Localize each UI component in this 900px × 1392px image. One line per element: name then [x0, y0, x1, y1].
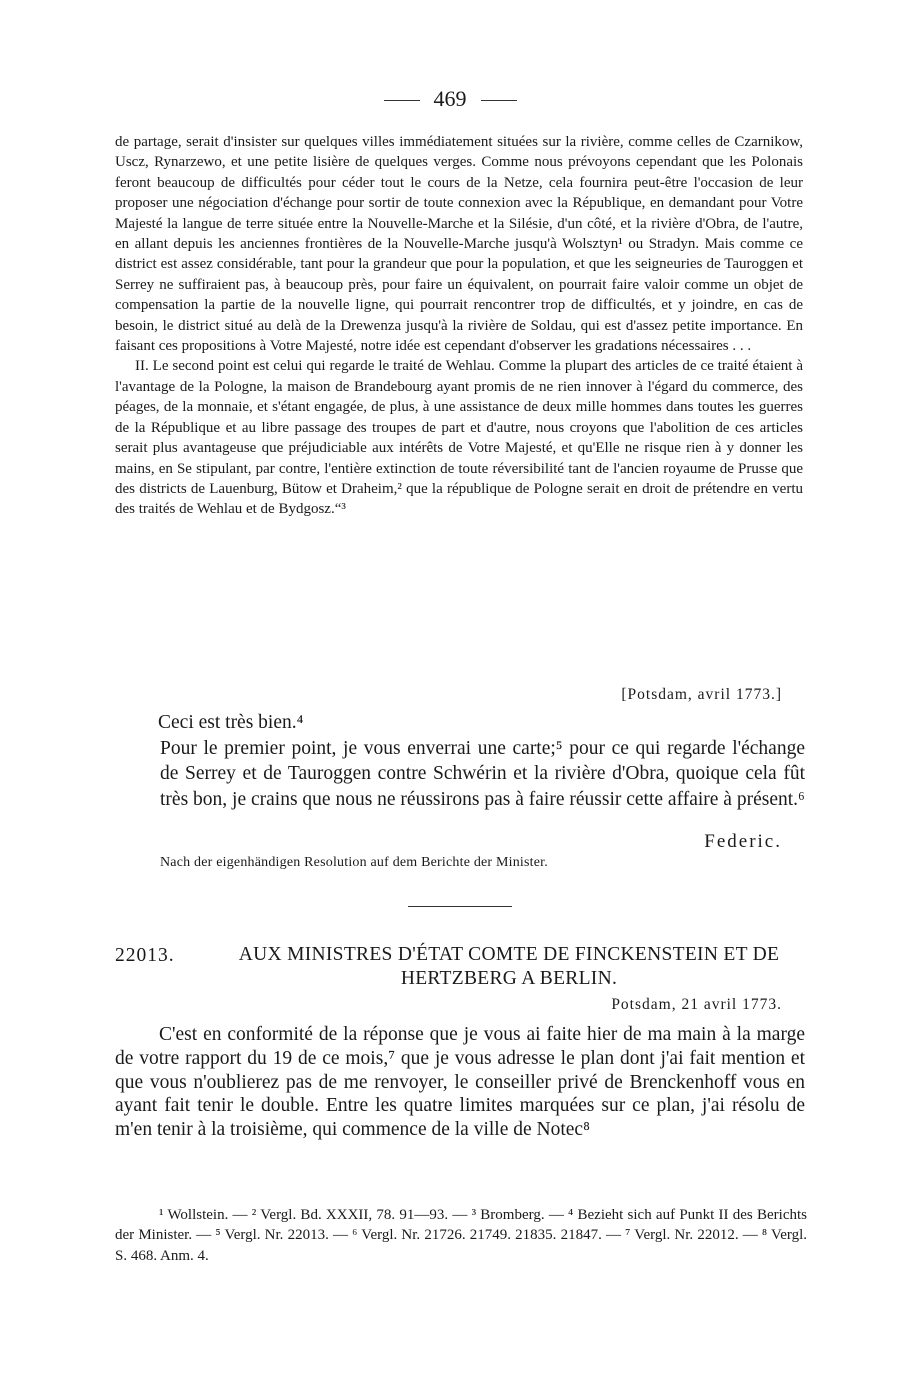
letter-number: 22013. — [115, 945, 175, 966]
letter-body-text: C'est en conformité de la réponse que je vous ai faite hier de ma main à la marge de votre rapport du 19 de ce mois,⁷ que je vous adresse le plan dont j'ai fait mention et que vous n'oublierez pas de me renvoyer, le conseiller privé de Brenckenhoff vous en ayant fait tenir le double. Entre les quatre limites marquées sur ce plan, j'ai résolu de m'en tenir à la troisième, qui commence de la ville de Notec⁸ — [115, 1024, 805, 1141]
report-paragraph-1: de partage, serait d'insister sur quelques villes immédiatement situées sur la rivière, comme celles de Czarnikow, Uscz, Rynarzewo, et une petite lisière de quelques verges. Comme nous prévoyons cependant que les Polonais feront beaucoup de difficultés pour céder tout le cours de la Netze, cela fournira peut-être l'occasion de leur proposer une négociation d'échange pour sortir de toute connexion avec la République, en demandant pour Votre Majesté la langue de terre située entre la Nouvelle-Marche et la Silésie, d'un côté, et la rivière d'Obra, de l'autre, en allant depuis les anciennes frontières de la Nouvelle-Marche jusqu'à Wolsztyn¹ ou Stradyn. Mais comme ce district est assez considérable, tant pour la grandeur que pour la population, et que les seigneuries de Tauroggen et Serrey ne suffiraient pas, à beaucoup près, pour faire un équivalent, on pourrait faire valoir comme un objet de compensation la partie de la nouvelle ligne, qui pourrait rencontrer trop de difficultés, et y joindre, en cas de besoin, le district situé au delà de la Drewenza jusqu'à la rivière de Soldau, qui est d'assez petite importance. En faisant ces propositions à Votre Majesté, notre idée est cependant d'observer les gradations nécessaires . . . — [115, 134, 803, 355]
page-header — [0, 86, 900, 112]
king-resolution — [160, 710, 805, 812]
letter-title: AUX MINISTRES D'ÉTAT COMTE DE FINCKENSTEIN ET DE HERTZBERG A BERLIN. — [238, 944, 780, 989]
letter-dateline: Potsdam, 21 avril 1773. — [611, 996, 782, 1013]
signature: Federic. — [704, 831, 782, 852]
section-divider — [408, 906, 512, 907]
page-number: 469 — [433, 86, 467, 111]
footnotes-text: ¹ Wollstein. — ² Vergl. Bd. XXXII, 78. 91—93. — ³ Bromberg. — ⁴ Bezieht sich auf Punkt II des Berichts der Minister. — ⁵ Vergl. Nr. 22013. — ⁶ Vergl. Nr. 21726. 21749. 21835. 21847. — ⁷ Vergl. Nr. 22012. — ⁸ Vergl. S. 468. Anm. 4. — [115, 1207, 807, 1264]
footnotes — [115, 1205, 807, 1266]
header-rule-left — [384, 100, 420, 101]
letter-body — [115, 1023, 805, 1142]
resolution-line-2: Pour le premier point, je vous enverrai une carte;⁵ pour ce qui regarde l'échange de Serrey et de Tauroggen contre Schwérin et la rivière d'Obra, quoique cela fût très bon, je crains que nous ne réussirons pas à faire réussir cette affaire à présent.⁶ — [160, 737, 805, 810]
resolution-dateline: [Potsdam, avril 1773.] — [621, 686, 782, 703]
report-paragraph-2: II. Le second point est celui qui regarde le traité de Wehlau. Comme la plupart des articles de ce traité étaient à l'avantage de la Pologne, la maison de Brandebourg ayant promis de ne rien innover à l'égard du commerce, des péages, de la monnaie, et s'étant engagée, de plus, à une assistance de deux mille hommes dans toutes les guerres de la République et au libre passage des troupes de part et d'autre, nous croyons que l'abolition de ces articles serait plus avantageuse que préjudiciable aux intérêts de Votre Majesté, et qu'Elle ne risque rien à y donner les mains, en Se stipulant, par contre, l'entière extinction de toute réversibilité tant de l'ancien royaume de Prusse que des districts de Lauenburg, Bütow et Draheim,² que la république de Pologne serait en droit de prétendre en vertu des traités de Wehlau et de Bydgosz.“³ — [115, 358, 803, 518]
source-note: Nach der eigenhändigen Resolution auf dem Berichte der Minister. — [160, 855, 548, 870]
quoted-report — [115, 132, 803, 520]
header-rule-right — [481, 100, 517, 101]
resolution-line-1: Ceci est très bien.⁴ — [158, 712, 304, 733]
